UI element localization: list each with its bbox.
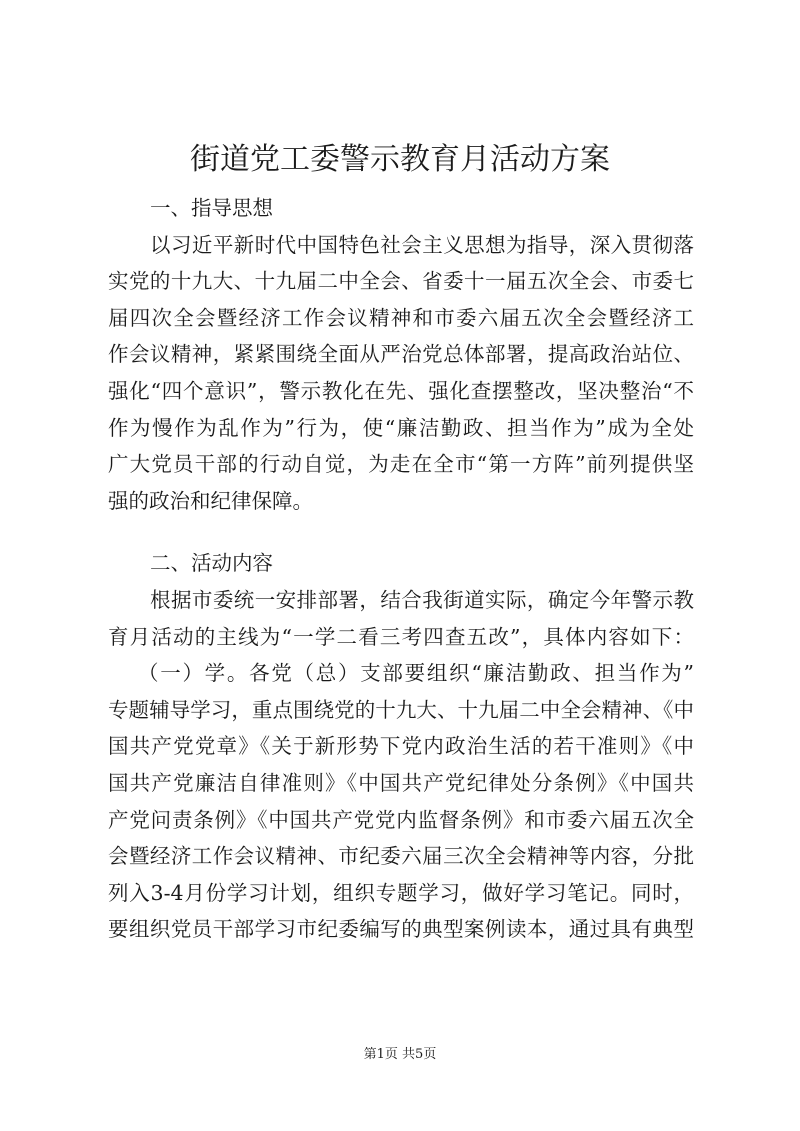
document-body: [108, 190, 694, 948]
paragraph-line: 届四次全会暨经济工作会议精神和市委六届五次全会暨经济工: [108, 305, 694, 330]
paragraph-line: 会暨经济工作会议精神、市纪委六届三次全会精神等内容，分批: [108, 844, 694, 869]
paragraph-line: （一）学。各党（总）支部要组织“廉洁勤政、担当作为”: [138, 661, 694, 686]
paragraph-line: 专题辅导学习，重点围绕党的十九大、十九届二中全会精神、《中: [108, 697, 694, 722]
paragraph-line: 要组织党员干部学习市纪委编写的典型案例读本，通过具有典型: [108, 917, 694, 942]
paragraph-line: 国共产党党章》《关于新形势下党内政治生活的若干准则》《中: [108, 734, 694, 759]
section-heading: 一、指导思想: [150, 196, 273, 220]
paragraph-line: 以习近平新时代中国特色社会主义思想为指导，深入贯彻落: [150, 232, 694, 257]
paragraph-line: 作为慢作为乱作为”行为，使“廉洁勤政、担当作为”成为全处: [108, 415, 694, 440]
paragraph-line: 实党的十九大、十九届二中全会、省委十一届五次全会、市委七: [108, 269, 694, 294]
paragraph-line: 作会议精神，紧紧围绕全面从严治党总体部署，提高政治站位、: [108, 342, 694, 367]
paragraph-line: 广大党员干部的行动自觉，为走在全市“第一方阵”前列提供坚: [108, 452, 694, 477]
paragraph-line: 列入3-4月份学习计划，组织专题学习，做好学习笔记。同时，: [108, 880, 694, 905]
document-title: 街道党工委警示教育月活动方案: [190, 142, 610, 177]
paragraph-line: 国共产党廉洁自律准则》《中国共产党纪律处分条例》《中国共: [108, 770, 694, 795]
paragraph-line: 产党问责条例》《中国共产党党内监督条例》和市委六届五次全: [108, 807, 694, 832]
paragraph-line: 育月活动的主线为“一学二看三考四查五改”，具体内容如下：: [108, 624, 694, 649]
paragraph-line: 强化“四个意识”，警示教化在先、强化查摆整改，坚决整治“不: [108, 378, 694, 403]
section-heading: 二、活动内容: [150, 551, 273, 576]
page-number: 第1页 共5页: [363, 1047, 437, 1062]
paragraph-line: 根据市委统一安排部署，结合我街道实际，确定今年警示教: [150, 587, 694, 612]
paragraph-line: 强的政治和纪律保障。: [108, 488, 313, 513]
